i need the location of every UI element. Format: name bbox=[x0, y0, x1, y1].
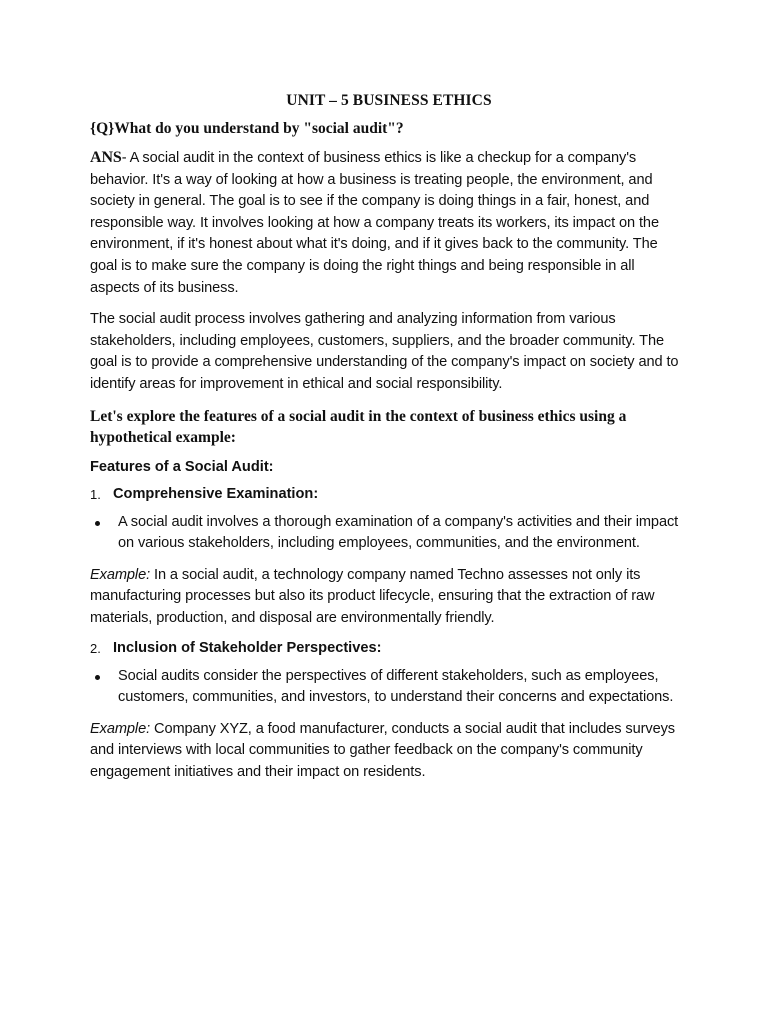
features-heading: Features of a Social Audit: bbox=[90, 458, 274, 475]
example-label: Example: bbox=[90, 566, 151, 583]
bullet-icon bbox=[95, 521, 100, 526]
bullet-icon bbox=[95, 675, 100, 680]
answer-lead: ANS bbox=[90, 149, 122, 166]
feature-bullet-list bbox=[90, 666, 688, 709]
feature-number: 1. bbox=[90, 486, 101, 502]
list-item bbox=[90, 666, 688, 709]
process-paragraph: The social audit process involves gathering and analyzing information from various stakeholders, including employees, customers, suppliers, and the broader community. The goal is to provide a comprehensive understanding of the company's impact on society and to identify areas for improvement in ethical and social responsibility. bbox=[90, 311, 679, 392]
explore-heading: Let's explore the features of a social audit in the context of business ethics using a hypothetical example: bbox=[90, 407, 627, 447]
example-text: Company XYZ, a food manufacturer, conducts a social audit that includes surveys and interviews with local communities to gather feedback on the company's community engagement initiatives and their impact on residents. bbox=[90, 720, 675, 780]
bullet-text: A social audit involves a thorough examination of a company's activities and their impact on various stakeholders, including employees, communities, and the environment. bbox=[118, 513, 679, 552]
feature-number: 2. bbox=[90, 640, 101, 656]
feature-bullet-list bbox=[90, 512, 688, 555]
feature-heading bbox=[90, 486, 688, 502]
feature-heading bbox=[90, 640, 688, 656]
question-heading: {Q}What do you understand by "social audit"? bbox=[90, 120, 404, 137]
feature-title: Inclusion of Stakeholder Perspectives: bbox=[113, 639, 382, 656]
example-paragraph bbox=[90, 719, 688, 784]
example-text: In a social audit, a technology company named Techno assesses not only its manufacturing processes but also its product lifecycle, ensuring that the extraction of raw materials, production, and disposal are environmentally friendly. bbox=[90, 566, 655, 626]
list-item bbox=[90, 512, 688, 555]
example-label: Example: bbox=[90, 720, 151, 737]
example-paragraph bbox=[90, 565, 688, 630]
bullet-text: Social audits consider the perspectives of different stakeholders, such as employees, customers, communities, and investors, to understand their concerns and expectations. bbox=[118, 667, 674, 706]
answer-text: - A social audit in the context of business ethics is like a checkup for a company's behavior. It's a way of looking at how a business is treating people, the environment, and society in general. The goal is to see if the company is doing things in a fair, honest, and responsible way. It involves looking at how a company treats its workers, its impact on the environment, if it's honest about what it's doing, and if it gives back to the community. The goal is to make sure the company is doing the right things and being responsible in all aspects of its business. bbox=[90, 150, 659, 296]
answer-paragraph bbox=[90, 147, 688, 299]
page-title: UNIT – 5 BUSINESS ETHICS bbox=[286, 92, 492, 109]
feature-title: Comprehensive Examination: bbox=[113, 485, 319, 502]
